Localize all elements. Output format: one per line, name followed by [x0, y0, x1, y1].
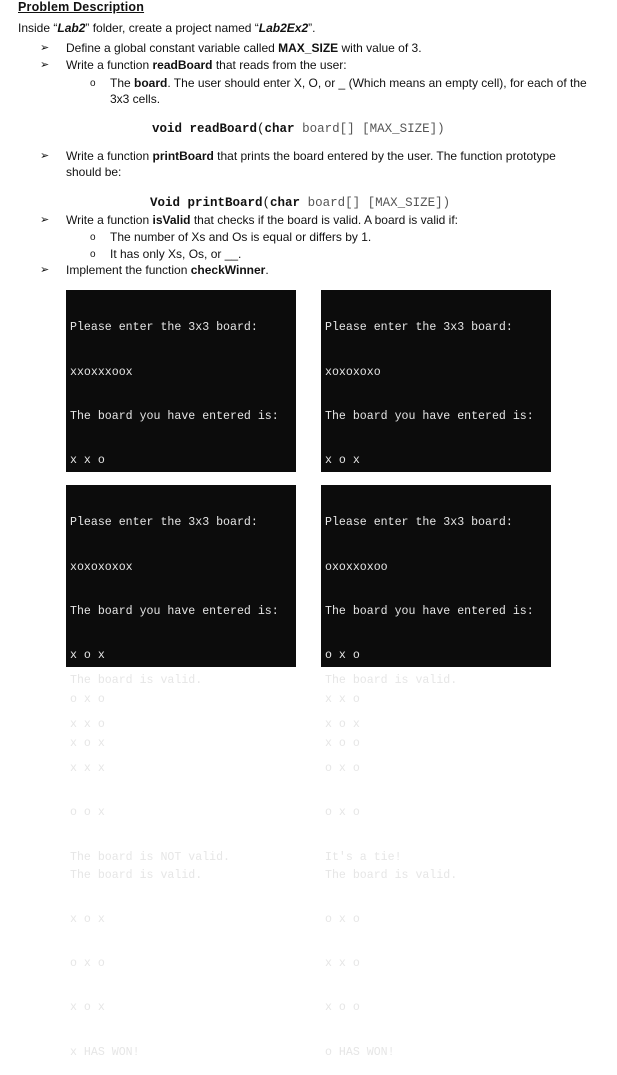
- terminal-line: [70, 825, 292, 840]
- terminal-line: x x x: [70, 762, 105, 776]
- terminal-line: The board is NOT valid.: [70, 850, 231, 864]
- terminal-line: Please enter the 3x3 board:: [325, 516, 513, 530]
- bullet-max-size: Define a global constant variable called MAX_SIZE with value of 3.: [66, 41, 422, 55]
- terminal-line: The board is valid.: [70, 674, 203, 688]
- terminal-line: xoxoxoxo: [325, 365, 381, 379]
- sub-bullet-count: The number of Xs and Os is equal or differs by 1.: [110, 230, 372, 244]
- terminal-line: [325, 781, 547, 796]
- sub-bullet-board: The board. The user should enter X, O, or _ (Which means an empty cell), for each of the: [110, 76, 587, 90]
- terminal-line: The board you have entered is:: [325, 409, 534, 423]
- terminal-line: x x o: [70, 453, 105, 467]
- terminal-line: o HAS WON!: [325, 1045, 395, 1059]
- terminal-line: x o o: [325, 1001, 360, 1015]
- terminal-line: The board is valid.: [70, 869, 203, 883]
- terminal-line: o x o: [325, 913, 360, 927]
- terminal-line: o x o: [70, 692, 105, 706]
- arrow-bullet-icon: ➢: [40, 59, 50, 71]
- terminal-line: o x o: [325, 762, 360, 776]
- bullet-is-valid: Write a function isValid that checks if the board is valid. A board is valid if:: [66, 213, 458, 227]
- code-read-board: void readBoard(char board[] [MAX_SIZE]): [152, 122, 445, 136]
- terminal-line: Please enter the 3x3 board:: [70, 321, 258, 335]
- terminal-line: [325, 825, 547, 840]
- arrow-bullet-icon: ➢: [40, 42, 50, 54]
- terminal-line: Please enter the 3x3 board:: [70, 516, 258, 530]
- code-print-board: Void printBoard(char board[] [MAX_SIZE]): [150, 196, 451, 210]
- circle-bullet-icon: o: [90, 78, 96, 89]
- terminal-line: x HAS WON!: [70, 1045, 140, 1059]
- terminal-line: x o x: [70, 1001, 105, 1015]
- terminal-line: Please enter the 3x3 board:: [325, 321, 513, 335]
- bullet-print-board-cont: should be:: [66, 165, 122, 179]
- terminal-line: x x o: [325, 957, 360, 971]
- sub-bullet-board-cont: 3x3 cells.: [110, 92, 161, 106]
- page-title: Problem Description: [18, 0, 145, 14]
- terminal-line: o x o: [70, 957, 105, 971]
- terminal-line: The board you have entered is:: [325, 604, 534, 618]
- terminal-line: The board you have entered is:: [70, 604, 279, 618]
- arrow-bullet-icon: ➢: [40, 214, 50, 226]
- terminal-line: The board is valid.: [325, 869, 458, 883]
- bullet-check-winner: Implement the function checkWinner.: [66, 263, 269, 277]
- intro-text: Inside “Lab2” folder, create a project named “Lab2Ex2”.: [18, 21, 316, 35]
- terminal-line: The board is valid.: [325, 674, 458, 688]
- terminal-line: x o x: [70, 736, 105, 750]
- terminal-line: oxoxxoxoo: [325, 560, 388, 574]
- terminal-line: [70, 781, 292, 796]
- terminal-line: o x o: [325, 648, 360, 662]
- terminal-line: x o x: [325, 718, 360, 732]
- terminal-line: The board you have entered is:: [70, 409, 279, 423]
- terminal-line: xxoxxxoox: [70, 365, 133, 379]
- circle-bullet-icon: o: [90, 249, 96, 260]
- terminal-line: It's a tie!: [325, 850, 402, 864]
- bullet-print-board: Write a function printBoard that prints the board entered by the user. The function prototype: [66, 149, 556, 163]
- bullet-read-board: Write a function readBoard that reads from the user:: [66, 58, 347, 72]
- arrow-bullet-icon: ➢: [40, 264, 50, 276]
- terminal-line: x o x: [70, 913, 105, 927]
- terminal-line: x o o: [325, 736, 360, 750]
- arrow-bullet-icon: ➢: [40, 150, 50, 162]
- terminal-line: xoxoxoxox: [70, 560, 133, 574]
- terminal-line: o o x: [70, 806, 105, 820]
- terminal-line: x o x: [325, 453, 360, 467]
- terminal-line: o x o: [325, 806, 360, 820]
- circle-bullet-icon: o: [90, 232, 96, 243]
- terminal-line: x x o: [325, 692, 360, 706]
- sub-bullet-chars: It has only Xs, Os, or __.: [110, 247, 242, 261]
- terminal-line: x o x: [70, 648, 105, 662]
- terminal-line: x x o: [70, 718, 105, 732]
